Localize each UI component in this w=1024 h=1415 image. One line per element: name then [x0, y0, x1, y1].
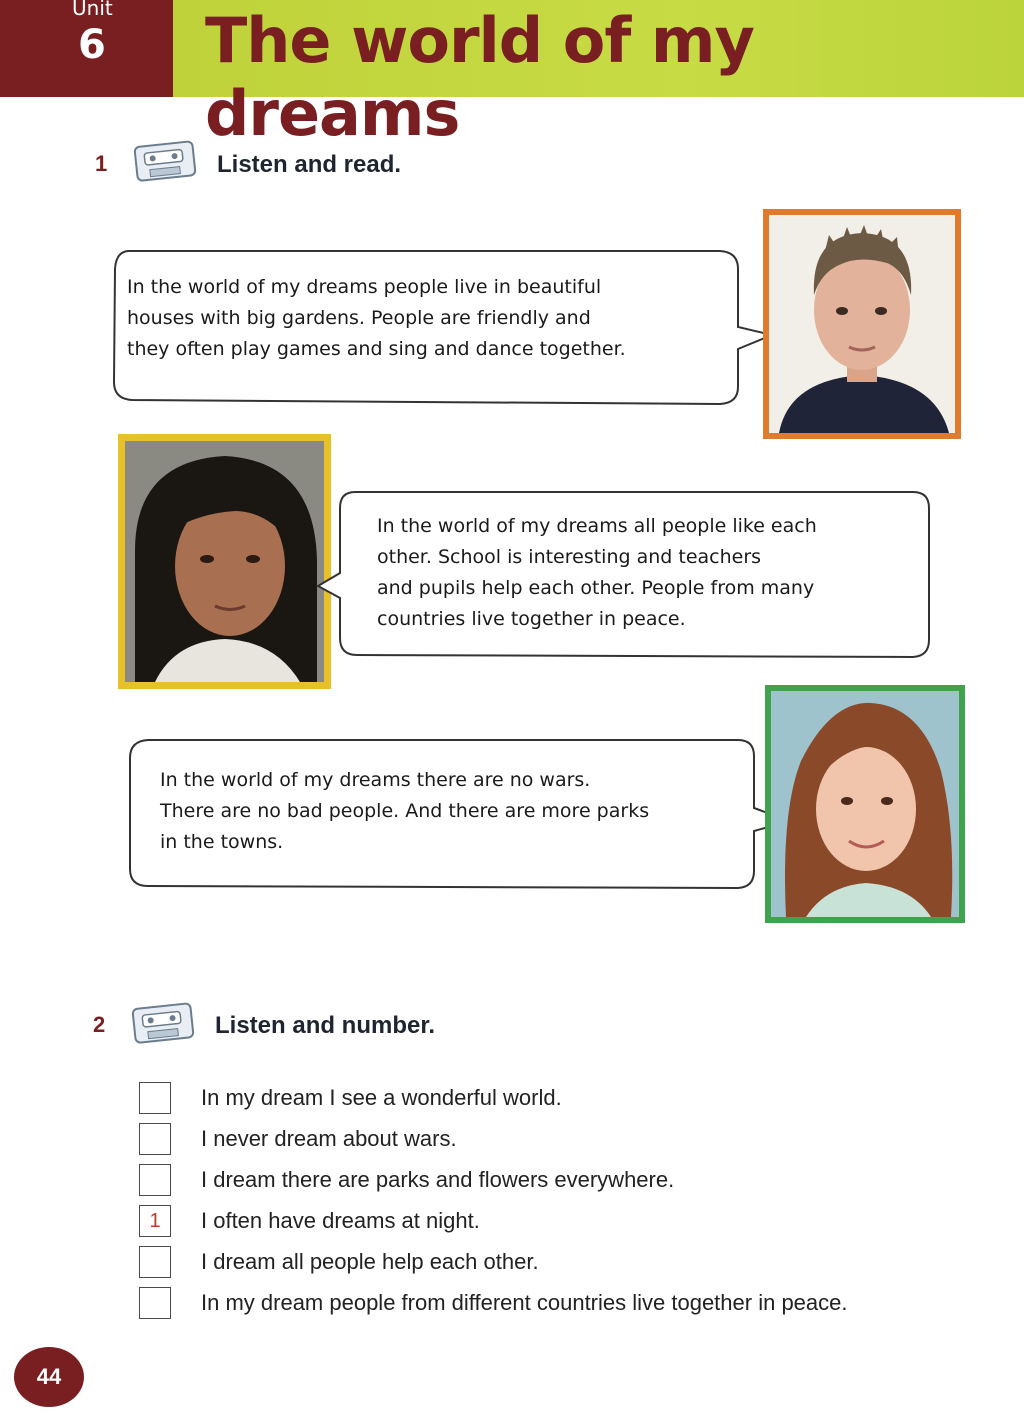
- exercise-2-number: 2: [93, 1012, 106, 1037]
- bubble-text-line: In the world of my dreams all people like each: [377, 515, 817, 537]
- bubble-text-line: and pupils help each other. People from many: [377, 577, 815, 599]
- exercise-1-number: 1: [95, 151, 108, 176]
- page-title: The world of my dreams: [205, 4, 754, 150]
- speech-bubble-3: [126, 736, 796, 891]
- checklist-item-text: I never dream about wars.: [201, 1126, 457, 1151]
- checklist-item-text: I often have dreams at night.: [201, 1208, 480, 1233]
- bubble-text-line: they often play games and sing and dance together.: [127, 338, 626, 360]
- number-box[interactable]: [139, 1082, 171, 1114]
- bubble-text-line: countries live together in peace.: [377, 608, 686, 630]
- unit-badge: [0, 0, 173, 97]
- bubble-1-text: [127, 272, 626, 365]
- photo-boy: [763, 209, 961, 439]
- bubble-text-line: There are no bad people. And there are more parks: [160, 800, 650, 822]
- cassette-icon: [133, 139, 199, 185]
- photo-girl-2: [765, 685, 965, 923]
- speech-bubble-2: [315, 488, 935, 660]
- bubble-2-text: [377, 511, 817, 635]
- bubble-text-line: in the towns.: [160, 831, 284, 853]
- boy-portrait: [769, 215, 955, 433]
- bubble-text-line: In the world of my dreams people live in beautiful: [127, 276, 602, 298]
- bubble-text-line: In the world of my dreams there are no wars.: [160, 769, 591, 791]
- unit-number: 6: [78, 22, 106, 68]
- checklist-item-text: In my dream people from different countries live together in peace.: [201, 1290, 848, 1315]
- checklist-item-text: In my dream I see a wonderful world.: [201, 1085, 562, 1110]
- number-box[interactable]: [139, 1123, 171, 1155]
- girl-portrait-1: [125, 441, 324, 682]
- bubble-3-text: [160, 765, 649, 858]
- title-bar: [173, 0, 1024, 150]
- number-box[interactable]: [139, 1287, 171, 1319]
- number-box[interactable]: [139, 1246, 171, 1278]
- photo-girl-1: [118, 434, 331, 689]
- number-box[interactable]: [139, 1164, 171, 1196]
- cassette-icon: [131, 1001, 197, 1047]
- checklist-item-text: I dream there are parks and flowers everywhere.: [201, 1167, 675, 1192]
- bubble-text-line: other. School is interesting and teachers: [377, 546, 762, 568]
- speech-bubble-1: [110, 247, 780, 407]
- number-box[interactable]: 1: [139, 1205, 171, 1237]
- unit-label: Unit: [72, 0, 113, 20]
- bubble-text-line: houses with big gardens. People are friendly and: [127, 307, 591, 329]
- girl-portrait-2: [771, 691, 959, 917]
- exercise-1-instruction: Listen and read.: [217, 151, 402, 178]
- page-number: 44: [14, 1347, 84, 1407]
- exercise-2-instruction: Listen and number.: [215, 1012, 436, 1039]
- checklist-item-text: I dream all people help each other.: [201, 1249, 539, 1274]
